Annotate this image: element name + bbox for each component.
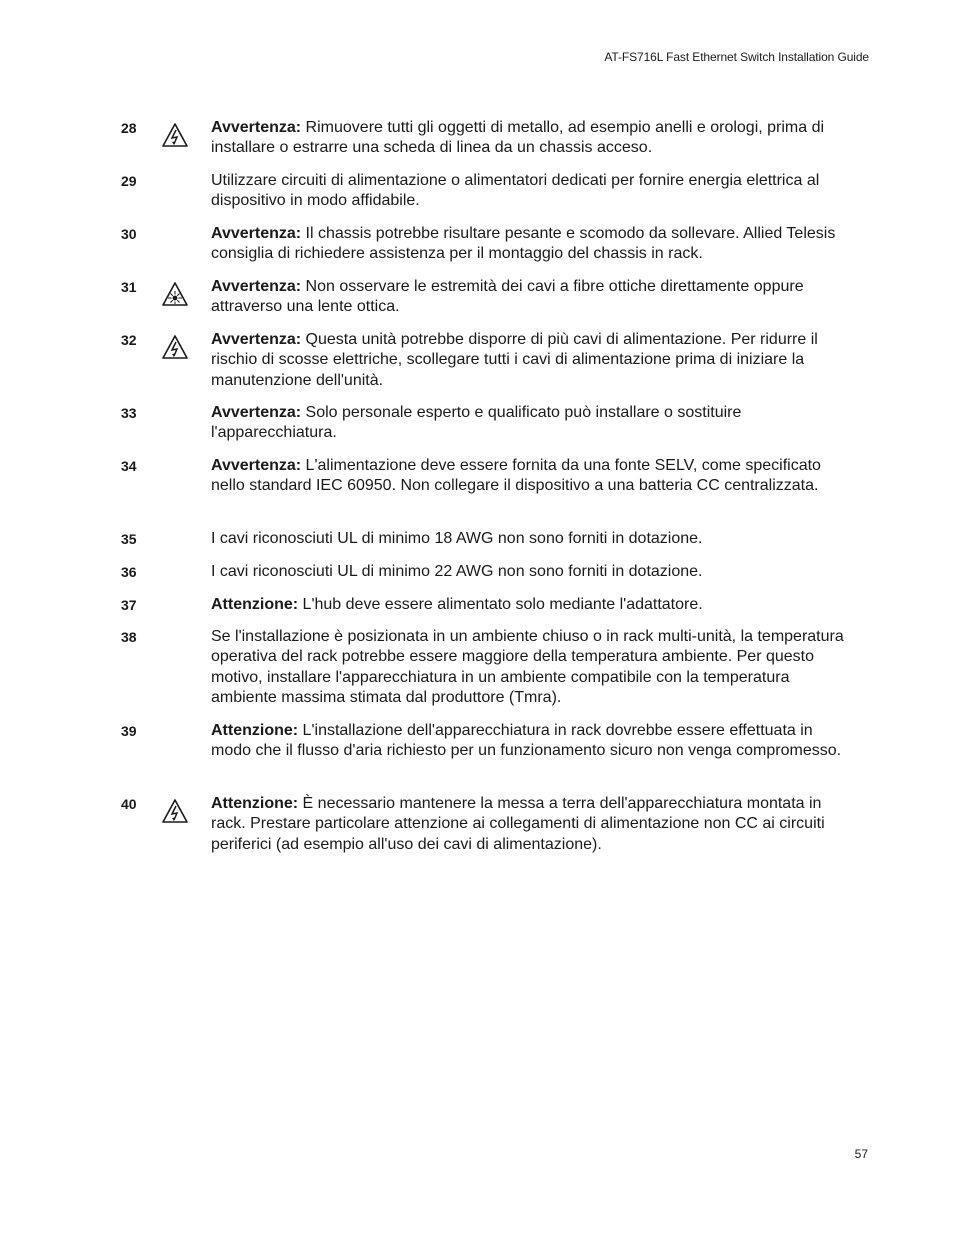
item-number: 37 — [121, 597, 137, 613]
item-text: Utilizzare circuiti di alimentazione o alimentatori dedicati per fornire energia elettrica al dispositivo in modo affidabile. — [211, 172, 820, 210]
item-text: Avvertenza: Il chassis potrebbe risultare pesante e scomodo da sollevare. Allied Telesis consiglia di richiedere assistenza per il montaggio del chassis in rack. — [211, 225, 836, 263]
item-text: Avvertenza: Non osservare le estremità dei cavi a fibre ottiche direttamente oppure attraverso una lente ottica. — [211, 278, 804, 316]
item-number: 38 — [121, 629, 137, 645]
item-text: Attenzione: L'installazione dell'apparecchiatura in rack dovrebbe essere effettuata in modo che il flusso d'aria richiesto per un funzionamento sicuro non venga compromesso. — [211, 722, 842, 760]
item-text: Attenzione: È necessario mantenere la messa a terra dell'apparecchiatura montata in rack. Prestare particolare attenzione ai collegamenti di alimentazione non CC ai circuiti periferici (ad esempio all'uso dei cavi di alimentazione). — [211, 795, 825, 853]
item-text: I cavi riconosciuti UL di minimo 18 AWG non sono forniti in dotazione. — [211, 530, 703, 547]
item-text: Avvertenza: Solo personale esperto e qualificato può installare o sostituire l'apparecchiatura. — [211, 404, 742, 442]
item-number: 35 — [121, 531, 137, 547]
item-text: Avvertenza: Rimuovere tutti gli oggetti di metallo, ad esempio anelli e orologi, prima di installare o estrarre una scheda di linea da un chassis acceso. — [211, 119, 825, 157]
item-number: 36 — [121, 564, 137, 580]
item-number: 34 — [121, 458, 137, 474]
item-text: Attenzione: L'hub deve essere alimentato solo mediante l'adattatore. — [211, 596, 703, 613]
item-number: 40 — [121, 796, 137, 812]
item-number: 28 — [121, 120, 137, 136]
item-text: Se l'installazione è posizionata in un ambiente chiuso o in rack multi-unità, la temperatura operativa del rack potrebbe essere maggiore della temperatura ambiente. Per questo motivo, installare l'apparecchiatura in un ambiente compatibile con la temperatura ambiente massima stimata dal produttore (Tmra). — [211, 628, 844, 707]
item-number: 29 — [121, 173, 137, 189]
running-header: AT-FS716L Fast Ethernet Switch Installation Guide — [604, 50, 869, 64]
item-number: 39 — [121, 723, 137, 739]
item-text: Avvertenza: Questa unità potrebbe disporre di più cavi di alimentazione. Per ridurre il rischio di scosse elettriche, scollegare tutti i cavi di alimentazione prima di iniziare la manutenzione dell'unità. — [211, 331, 818, 389]
item-text: I cavi riconosciuti UL di minimo 22 AWG non sono forniti in dotazione. — [211, 563, 703, 580]
item-number: 30 — [121, 226, 137, 242]
electric-shock-warning-icon — [161, 122, 189, 148]
electric-shock-warning-icon — [161, 798, 189, 824]
page-number: 57 — [854, 1147, 868, 1161]
item-text: Avvertenza: L'alimentazione deve essere fornita da una fonte SELV, come specificato nello standard IEC 60950. Non collegare il dispositivo a una batteria CC centralizzata. — [211, 457, 821, 495]
item-number: 31 — [121, 279, 137, 295]
laser-warning-icon — [161, 281, 189, 307]
item-number: 33 — [121, 405, 137, 421]
electric-shock-warning-icon — [161, 334, 189, 360]
item-number: 32 — [121, 332, 137, 348]
